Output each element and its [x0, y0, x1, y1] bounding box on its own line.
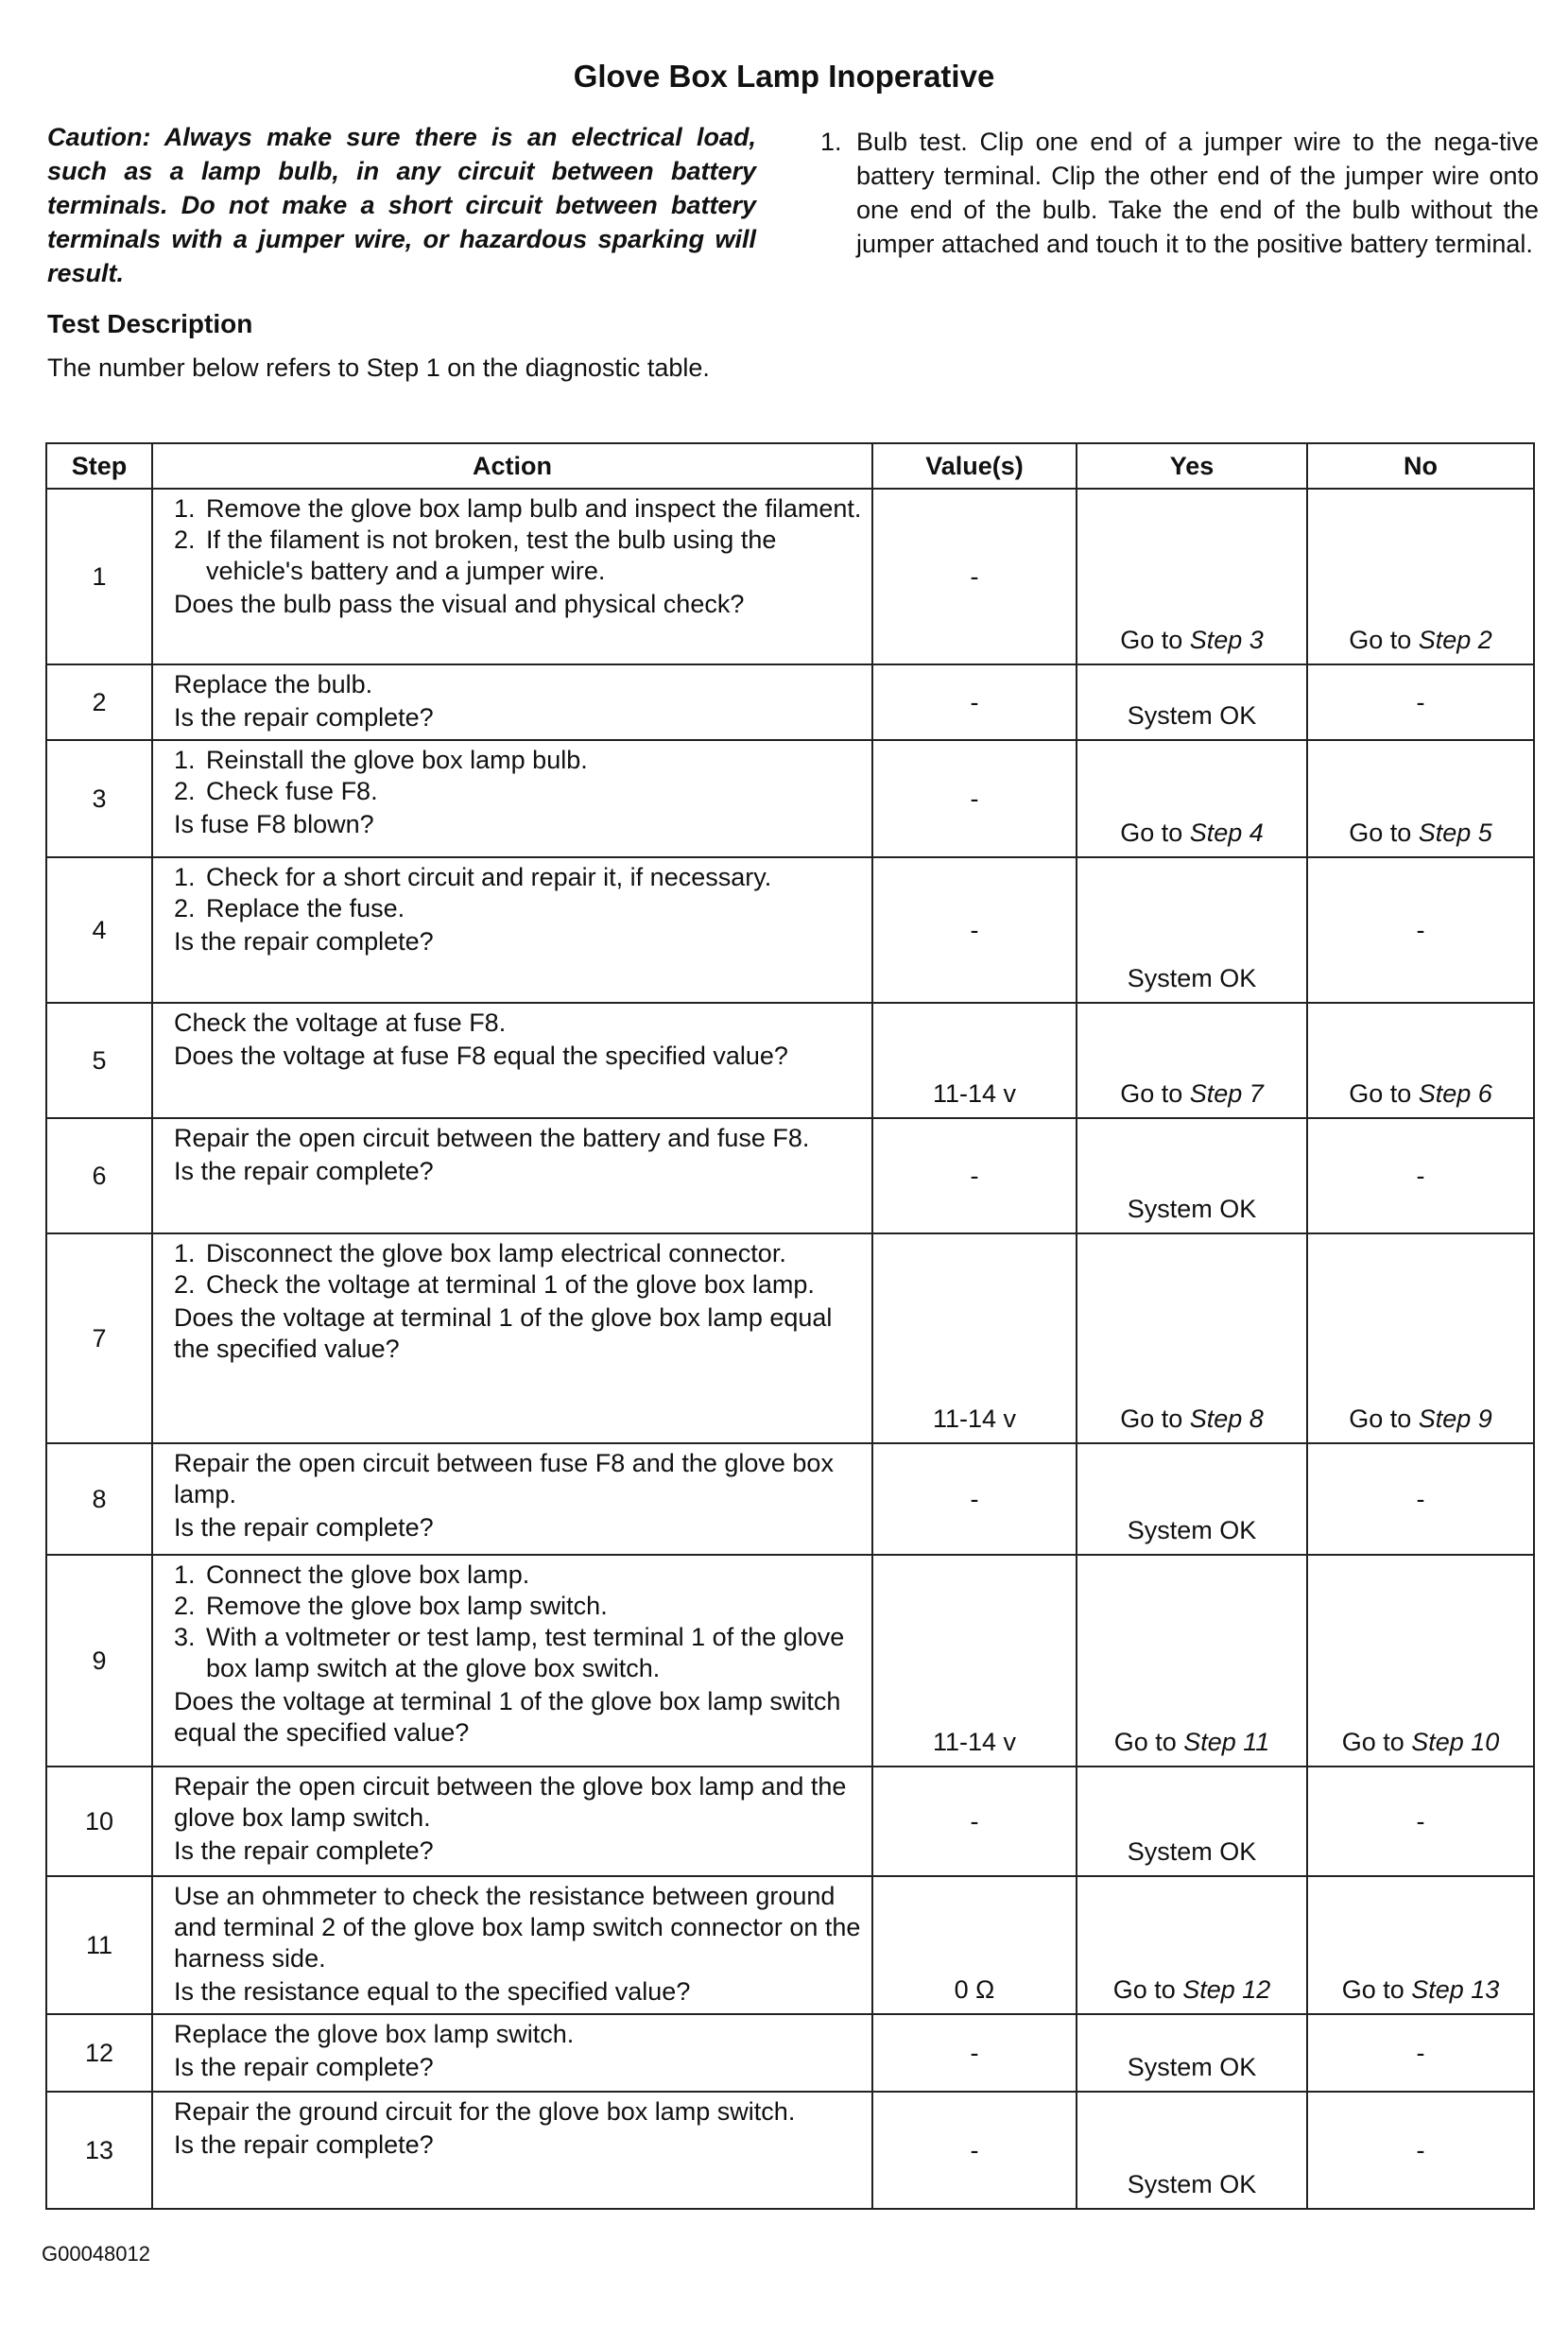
header-value: Value(s)	[872, 443, 1077, 489]
no-step-reference: Step 13	[1411, 1975, 1500, 2004]
value-cell: -	[872, 857, 1077, 1003]
yes-cell	[1077, 1118, 1307, 1233]
step-number: 4	[46, 857, 152, 1003]
no-outcome-text: Go to	[1349, 1405, 1419, 1433]
action-cell	[152, 1767, 872, 1876]
no-outcome-text: Go to	[1341, 1728, 1412, 1756]
step-number: 1	[46, 489, 152, 664]
no-outcome-text: Go to	[1349, 819, 1419, 847]
no-cell	[1307, 664, 1534, 740]
bulb-test-number: 1.	[820, 128, 842, 156]
value-cell: -	[872, 1443, 1077, 1555]
no-step-reference: Step 10	[1411, 1728, 1500, 1756]
table-row	[46, 1555, 1534, 1767]
no-outcome-text: -	[1416, 1807, 1425, 1836]
action-item-text: Replace the fuse.	[206, 894, 405, 922]
test-description-heading: Test Description	[47, 309, 253, 338]
no-cell	[1307, 1118, 1534, 1233]
no-outcome-text: -	[1416, 2136, 1425, 2164]
yes-step-reference: Step 12	[1182, 1975, 1271, 2004]
action-item-number: 2.	[174, 894, 196, 922]
no-cell	[1307, 1555, 1534, 1767]
yes-step-reference: Step 11	[1183, 1728, 1270, 1756]
value-cell: 11-14 v	[872, 1003, 1077, 1118]
yes-step-reference: Step 3	[1189, 626, 1264, 654]
action-question: Is the repair complete?	[174, 2053, 434, 2081]
table-row	[46, 2014, 1534, 2092]
action-question: Does the voltage at terminal 1 of the glove box lamp equal the specified value?	[174, 1303, 833, 1363]
action-list-item	[174, 1591, 862, 1622]
no-outcome-text: -	[1416, 916, 1425, 944]
action-question: Is the repair complete?	[174, 1836, 434, 1865]
no-cell	[1307, 740, 1534, 857]
header-action: Action	[152, 443, 872, 489]
step-number: 6	[46, 1118, 152, 1233]
yes-outcome-text: Go to	[1120, 819, 1190, 847]
diagnostic-table	[45, 442, 1535, 2210]
action-list-item	[174, 862, 862, 893]
action-item-number: 1.	[174, 1560, 196, 1589]
yes-outcome-text: System OK	[1127, 701, 1257, 730]
yes-outcome-text: System OK	[1127, 2170, 1257, 2198]
yes-outcome-text: System OK	[1127, 964, 1257, 992]
action-text: Repair the open circuit between the glove box lamp and the glove box lamp switch.	[174, 1772, 847, 1832]
yes-cell	[1077, 1003, 1307, 1118]
table-row	[46, 664, 1534, 740]
no-outcome-text: -	[1416, 1485, 1425, 1513]
action-list-item	[174, 776, 862, 807]
no-outcome-text: Go to	[1341, 1975, 1412, 2004]
yes-cell	[1077, 2014, 1307, 2092]
page-title: Glove Box Lamp Inoperative	[573, 59, 995, 94]
action-item-text: Check for a short circuit and repair it, if necessary.	[206, 863, 772, 891]
table-row	[46, 1443, 1534, 1555]
yes-cell	[1077, 1767, 1307, 1876]
action-list-item	[174, 893, 862, 924]
action-item-text: Connect the glove box lamp.	[206, 1560, 530, 1589]
value-cell: 11-14 v	[872, 1233, 1077, 1443]
no-cell	[1307, 857, 1534, 1003]
table-row	[46, 1003, 1534, 1118]
header-no: No	[1307, 443, 1534, 489]
action-cell	[152, 489, 872, 664]
action-item-number: 1.	[174, 494, 196, 523]
step-number: 9	[46, 1555, 152, 1767]
table-row	[46, 740, 1534, 857]
yes-step-reference: Step 7	[1189, 1079, 1264, 1108]
action-question: Does the bulb pass the visual and physical check?	[174, 590, 745, 618]
header-yes: Yes	[1077, 443, 1307, 489]
yes-outcome-text: Go to	[1112, 1975, 1183, 2004]
action-text: Repair the open circuit between the battery and fuse F8.	[174, 1124, 810, 1152]
bulb-test-note	[820, 125, 1539, 261]
no-cell	[1307, 1767, 1534, 1876]
no-cell	[1307, 1443, 1534, 1555]
action-item-text: Remove the glove box lamp switch.	[206, 1592, 608, 1620]
table-row	[46, 857, 1534, 1003]
action-cell	[152, 740, 872, 857]
no-step-reference: Step 2	[1418, 626, 1492, 654]
header-step: Step	[46, 443, 152, 489]
action-cell	[152, 1555, 872, 1767]
yes-outcome-text: Go to	[1113, 1728, 1184, 1756]
table-row	[46, 1233, 1534, 1443]
action-item-text: Remove the glove box lamp bulb and inspect the filament.	[206, 494, 862, 523]
action-item-text: If the filament is not broken, test the bulb using the vehicle's battery and a jumper wire.	[206, 526, 777, 585]
value-cell: -	[872, 1118, 1077, 1233]
no-outcome-text: -	[1416, 2039, 1425, 2067]
action-item-number: 1.	[174, 746, 196, 774]
step-number: 3	[46, 740, 152, 857]
action-item-number: 3.	[174, 1623, 196, 1651]
no-step-reference: Step 5	[1418, 819, 1492, 847]
action-item-number: 2.	[174, 526, 196, 554]
no-outcome-text: -	[1416, 1162, 1425, 1190]
action-text: Repair the open circuit between fuse F8 and the glove box lamp.	[174, 1449, 834, 1508]
figure-id: G00048012	[42, 2242, 150, 2266]
yes-outcome-text: System OK	[1127, 1195, 1257, 1223]
action-item-text: Disconnect the glove box lamp electrical connector.	[206, 1239, 786, 1267]
action-text: Replace the glove box lamp switch.	[174, 2020, 575, 2048]
action-question: Is the resistance equal to the specified value?	[174, 1977, 691, 2006]
yes-cell	[1077, 1876, 1307, 2014]
action-question: Is the repair complete?	[174, 927, 434, 956]
no-cell	[1307, 1003, 1534, 1118]
no-step-reference: Step 6	[1418, 1079, 1492, 1108]
action-text: Repair the ground circuit for the glove box lamp switch.	[174, 2097, 796, 2126]
table-body	[46, 489, 1534, 2209]
action-cell	[152, 857, 872, 1003]
action-list-item	[174, 1238, 862, 1269]
value-cell: -	[872, 740, 1077, 857]
action-question: Is the repair complete?	[174, 703, 434, 732]
action-cell	[152, 1233, 872, 1443]
action-text: Check the voltage at fuse F8.	[174, 1008, 507, 1037]
table-header-row	[46, 443, 1534, 489]
action-list-item	[174, 1622, 862, 1684]
action-cell	[152, 1003, 872, 1118]
step-number: 5	[46, 1003, 152, 1118]
yes-outcome-text: System OK	[1127, 1837, 1257, 1866]
step-number: 7	[46, 1233, 152, 1443]
yes-cell	[1077, 489, 1307, 664]
caution-note: Caution: Always make sure there is an electrical load, such as a lamp bulb, in any circuit between battery terminals. Do not make a short circuit between battery terminals with a jumper wire, or hazardous sparking will result.	[47, 123, 756, 287]
action-cell	[152, 664, 872, 740]
yes-step-reference: Step 4	[1189, 819, 1264, 847]
table-row	[46, 1767, 1534, 1876]
action-question: Is fuse F8 blown?	[174, 810, 374, 838]
action-cell	[152, 1876, 872, 2014]
step-number: 11	[46, 1876, 152, 2014]
no-outcome-text: Go to	[1349, 626, 1419, 654]
no-cell	[1307, 489, 1534, 664]
step-number: 13	[46, 2092, 152, 2209]
yes-outcome-text: System OK	[1127, 2053, 1257, 2081]
action-question: Is the repair complete?	[174, 2130, 434, 2159]
yes-cell	[1077, 857, 1307, 1003]
action-list-item	[174, 525, 862, 587]
action-text: Replace the bulb.	[174, 670, 373, 698]
action-item-number: 2.	[174, 1592, 196, 1620]
action-list-item	[174, 1560, 862, 1591]
action-text: Use an ohmmeter to check the resistance between ground and terminal 2 of the glove box lamp switch connector on the harness side.	[174, 1882, 861, 1973]
step-number: 10	[46, 1767, 152, 1876]
table-row	[46, 1118, 1534, 1233]
step-number: 2	[46, 664, 152, 740]
value-cell: -	[872, 489, 1077, 664]
yes-outcome-text: Go to	[1120, 1079, 1190, 1108]
yes-outcome-text: System OK	[1127, 1516, 1257, 1544]
test-description-text: The number below refers to Step 1 on the diagnostic table.	[47, 353, 710, 382]
action-item-text: Check fuse F8.	[206, 777, 378, 805]
yes-cell	[1077, 1555, 1307, 1767]
yes-cell	[1077, 1233, 1307, 1443]
action-item-number: 1.	[174, 1239, 196, 1267]
no-outcome-text: -	[1416, 688, 1425, 716]
no-cell	[1307, 2014, 1534, 2092]
table-row	[46, 2092, 1534, 2209]
step-number: 8	[46, 1443, 152, 1555]
action-item-text: With a voltmeter or test lamp, test terminal 1 of the glove box lamp switch at the glove box switch.	[206, 1623, 845, 1682]
action-cell	[152, 2092, 872, 2209]
no-outcome-text: Go to	[1349, 1079, 1419, 1108]
action-list-item	[174, 493, 862, 525]
value-cell: 0 Ω	[872, 1876, 1077, 2014]
action-question: Is the repair complete?	[174, 1157, 434, 1185]
yes-outcome-text: Go to	[1120, 1405, 1190, 1433]
action-item-text: Reinstall the glove box lamp bulb.	[206, 746, 588, 774]
action-question: Does the voltage at fuse F8 equal the specified value?	[174, 1042, 788, 1070]
bulb-test-text: Bulb test. Clip one end of a jumper wire to the nega-tive battery terminal. Clip the other end of the jumper wire onto one end of the bulb. Take the end of the bulb without the jumper attached and touch it to the positive battery terminal.	[856, 128, 1539, 258]
no-cell	[1307, 2092, 1534, 2209]
yes-cell	[1077, 664, 1307, 740]
step-number: 12	[46, 2014, 152, 2092]
action-list-item	[174, 745, 862, 776]
yes-cell	[1077, 1443, 1307, 1555]
value-cell: -	[872, 2014, 1077, 2092]
no-cell	[1307, 1876, 1534, 2014]
action-cell	[152, 1443, 872, 1555]
action-cell	[152, 2014, 872, 2092]
action-item-number: 2.	[174, 777, 196, 805]
table-row	[46, 1876, 1534, 2014]
value-cell: 11-14 v	[872, 1555, 1077, 1767]
value-cell: -	[872, 1767, 1077, 1876]
value-cell: -	[872, 664, 1077, 740]
action-question: Is the repair complete?	[174, 1513, 434, 1542]
no-step-reference: Step 9	[1418, 1405, 1492, 1433]
action-cell	[152, 1118, 872, 1233]
yes-step-reference: Step 8	[1189, 1405, 1264, 1433]
action-item-number: 2.	[174, 1270, 196, 1299]
table-row	[46, 489, 1534, 664]
action-list-item	[174, 1269, 862, 1301]
action-item-text: Check the voltage at terminal 1 of the glove box lamp.	[206, 1270, 815, 1299]
yes-cell	[1077, 740, 1307, 857]
yes-outcome-text: Go to	[1120, 626, 1190, 654]
yes-cell	[1077, 2092, 1307, 2209]
value-cell: -	[872, 2092, 1077, 2209]
action-item-number: 1.	[174, 863, 196, 891]
no-cell	[1307, 1233, 1534, 1443]
action-question: Does the voltage at terminal 1 of the glove box lamp switch equal the specified value?	[174, 1687, 841, 1747]
